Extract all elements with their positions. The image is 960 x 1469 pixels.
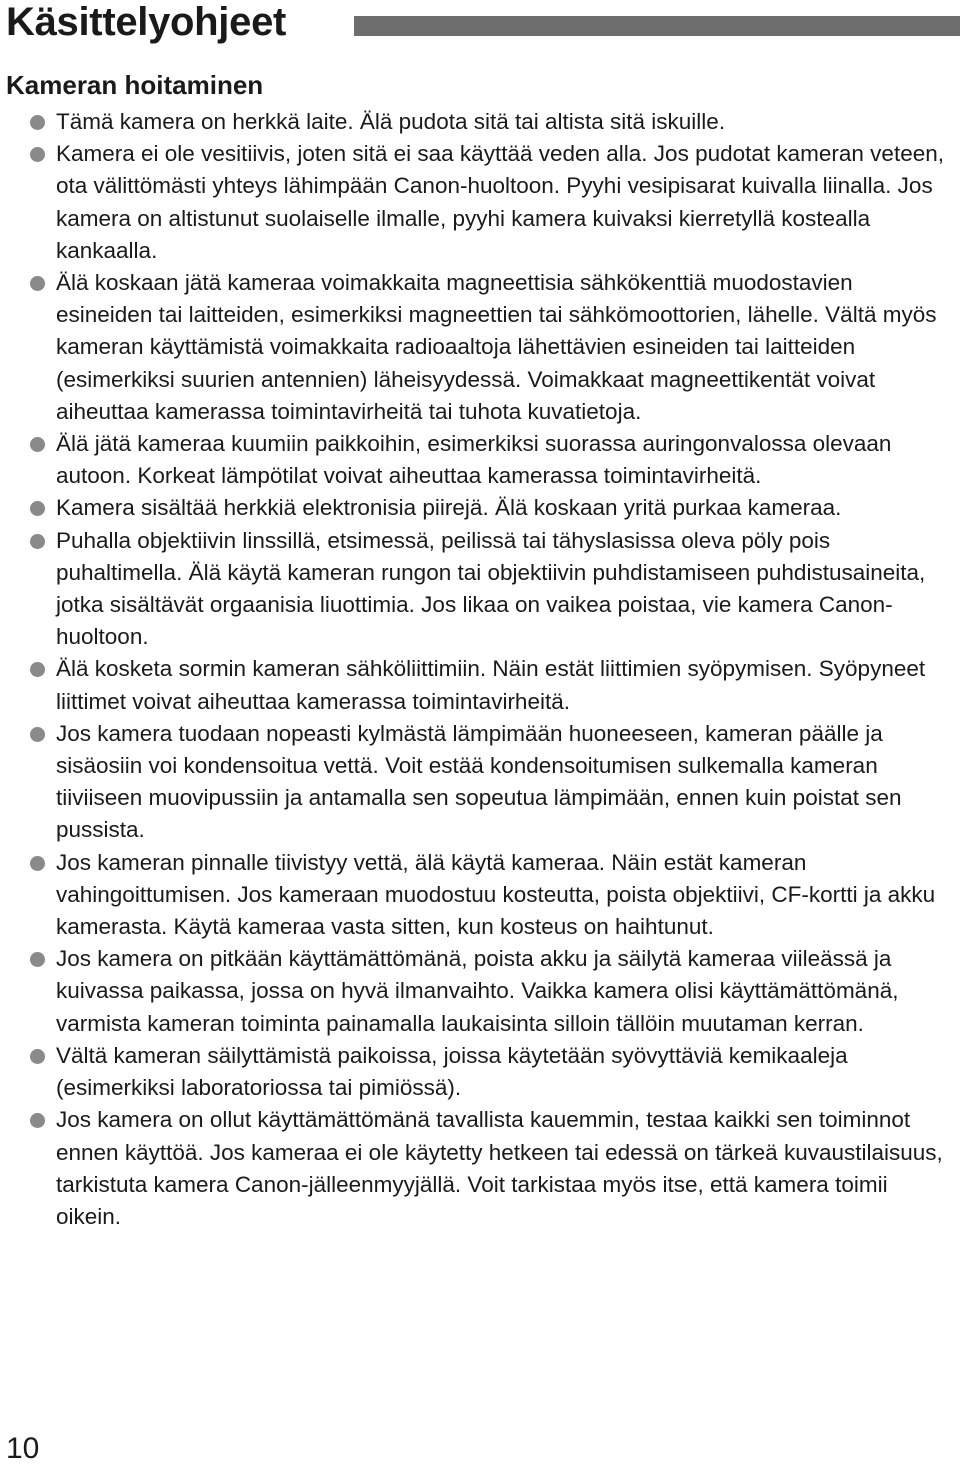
list-item-text: Tämä kamera on herkkä laite. Älä pudota sitä tai altista sitä iskuille. bbox=[56, 109, 726, 134]
list-item bbox=[0, 492, 960, 524]
list-item bbox=[0, 1040, 960, 1104]
bullet-icon bbox=[30, 727, 45, 742]
list-item-text: Jos kamera tuodaan nopeasti kylmästä lämpimään huoneeseen, kameran päälle ja sisäosiin voi kondensoitua vettä. Voit estää kondensoitumisen sulkemalla kameran tiiviiseen muovipussiin ja antamalla sen sopeutua lämpimään, ennen kuin poistat sen pussista. bbox=[56, 720, 902, 843]
bullet-icon bbox=[30, 147, 45, 162]
page-number: 10 bbox=[6, 1432, 40, 1465]
list-item bbox=[0, 106, 960, 138]
list-item-text: Kamera ei ole vesitiivis, joten sitä ei saa käyttää veden alla. Jos pudotat kameran veteen, ota välittömästi yhteys lähimpään Canon-huoltoon. Pyyhi vesipisarat kuivalla liinalla. Jos kamera on altistunut suolaiselle ilmalle, pyyhi kamera kuivaksi kierretyllä kostealla kankaalla. bbox=[56, 141, 944, 263]
list-item bbox=[0, 718, 960, 847]
title-row bbox=[6, 0, 960, 44]
list-item bbox=[0, 525, 960, 654]
bullet-icon bbox=[30, 952, 45, 967]
list-item-text: Kamera sisältää herkkiä elektronisia piirejä. Älä koskaan yritä purkaa kameraa. bbox=[56, 495, 842, 521]
bullet-icon bbox=[30, 501, 45, 516]
bullet-icon bbox=[30, 662, 45, 677]
list-item-text: Älä jätä kameraa kuumiin paikkoihin, esimerkiksi suorassa auringonvalossa olevaan autoon. Korkeat lämpötilat voivat aiheuttaa kamerassa toimintavirheitä. bbox=[56, 431, 892, 489]
bullet-icon bbox=[30, 534, 45, 549]
list-item bbox=[0, 653, 960, 717]
bullet-icon bbox=[30, 1049, 45, 1064]
bullet-icon bbox=[30, 276, 45, 291]
list-item-text: Jos kamera on ollut käyttämättömänä tavallista kauemmin, testaa kaikki sen toiminnot ennen käyttöä. Jos kameraa ei ole käytetty hetkeen tai edessä on tärkeä kuvaustilaisuus, tarkistuta kamera Canon-jälleenmyyjällä. Voit tarkistaa myös itse, että kamera toimii oikein. bbox=[56, 1107, 943, 1229]
page-title: Käsittelyohjeet bbox=[6, 0, 287, 44]
list-item bbox=[0, 847, 960, 944]
list-item-text: Jos kamera on pitkään käyttämättömänä, poista akku ja säilytä kameraa viileässä ja kuivassa paikassa, jossa on hyvä ilmanvaihto. Vaikka kamera olisi käyttämättömänä, varmista kameran toiminta painamalla laukaisinta silloin tällöin muutaman kerran. bbox=[56, 946, 899, 1036]
bullet-icon bbox=[30, 115, 45, 130]
bullet-icon bbox=[30, 1113, 45, 1128]
bullet-icon bbox=[30, 437, 45, 452]
care-instructions-list bbox=[0, 106, 960, 1233]
section-heading: Kameran hoitaminen bbox=[6, 70, 264, 100]
list-item bbox=[0, 428, 960, 492]
list-item bbox=[0, 943, 960, 1040]
title-decoration-bar bbox=[354, 16, 960, 36]
bullet-icon bbox=[30, 856, 45, 871]
list-item bbox=[0, 138, 960, 267]
list-item-text: Vältä kameran säilyttämistä paikoissa, joissa käytetään syövyttäviä kemikaaleja (esimerkiksi laboratoriossa tai pimiössä). bbox=[56, 1042, 848, 1101]
list-item-text: Älä kosketa sormin kameran sähköliittimiin. Näin estät liittimien syöpymisen. Syöpyneet liittimet voivat aiheuttaa kamerassa toimintavirheitä. bbox=[56, 656, 926, 714]
list-item-text: Jos kameran pinnalle tiivistyy vettä, älä käytä kameraa. Näin estät kameran vahingoittumisen. Jos kameraan muodostuu kosteutta, poista objektiivi, CF-kortti ja akku kamerasta. Käytä kameraa vasta sitten, kun kosteus on haihtunut. bbox=[56, 849, 936, 940]
list-item bbox=[0, 267, 960, 428]
list-item-text: Puhalla objektiivin linssillä, etsimessä, peilissä tai tähyslasissa oleva pöly pois puhaltimella. Älä käytä kameran rungon tai objektiivin puhdistamiseen puhdistusaineita, jotka sisältävät orgaanisia liuottimia. Jos likaa on vaikea poistaa, vie kamera Canon-huoltoon. bbox=[56, 527, 926, 650]
list-item-text: Älä koskaan jätä kameraa voimakkaita magneettisia sähkökenttiä muodostavien esineiden tai laitteiden, esimerkiksi magneettien tai sähkömoottorien, lähelle. Vältä myös kameran käyttämistä voimakkaita radioaaltoja lähettävien esineiden tai laitteiden (esimerkiksi suurien antennien) läheisyydessä. Voimakkaat magneettikentät voivat aiheuttaa kamerassa toimintavirheitä tai tuhota kuvatietoja. bbox=[56, 270, 937, 424]
list-item bbox=[0, 1104, 960, 1233]
